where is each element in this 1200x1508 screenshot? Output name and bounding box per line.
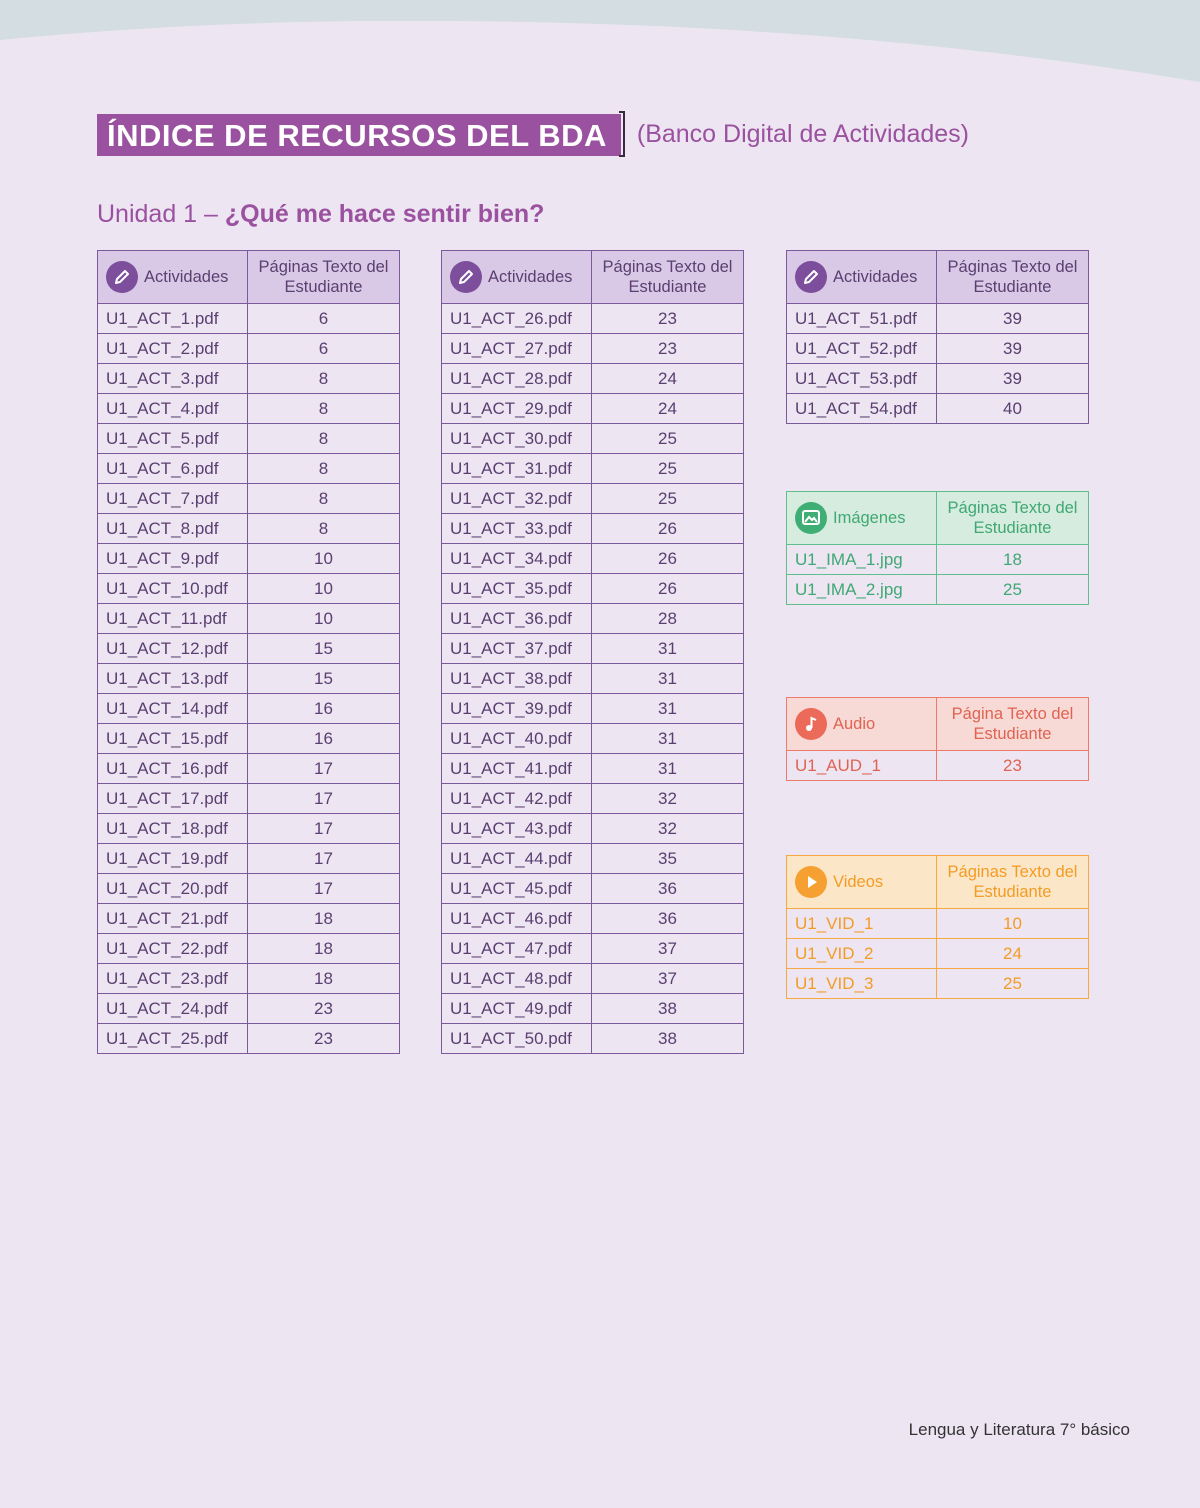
activity-row bbox=[98, 814, 400, 844]
activity-row bbox=[442, 454, 744, 484]
file-name: U1_ACT_22.pdf bbox=[98, 934, 248, 964]
page-number: 24 bbox=[937, 939, 1089, 969]
page-number: 25 bbox=[592, 424, 744, 454]
activity-row bbox=[98, 544, 400, 574]
activity-row bbox=[442, 334, 744, 364]
header-pages: Páginas Texto del Estudiante bbox=[248, 251, 400, 304]
page-number: 8 bbox=[248, 484, 400, 514]
page-number: 38 bbox=[592, 994, 744, 1024]
page-number: 26 bbox=[592, 514, 744, 544]
file-name: U1_ACT_11.pdf bbox=[98, 604, 248, 634]
file-name: U1_ACT_52.pdf bbox=[787, 334, 937, 364]
header-activities bbox=[442, 251, 592, 304]
activities-table-1 bbox=[97, 250, 400, 1054]
page-number: 25 bbox=[592, 484, 744, 514]
pencil-icon bbox=[450, 261, 482, 293]
activity-row bbox=[98, 604, 400, 634]
header-label: Actividades bbox=[833, 268, 918, 286]
file-name: U1_VID_2 bbox=[787, 939, 937, 969]
page-number: 31 bbox=[592, 694, 744, 724]
file-name: U1_AUD_1 bbox=[787, 751, 937, 781]
footer-text: Lengua y Literatura 7° básico bbox=[908, 1420, 1130, 1439]
file-name: U1_ACT_51.pdf bbox=[787, 304, 937, 334]
file-name: U1_IMA_2.jpg bbox=[787, 575, 937, 605]
file-name: U1_ACT_12.pdf bbox=[98, 634, 248, 664]
page-number: 39 bbox=[937, 364, 1089, 394]
page-number: 31 bbox=[592, 634, 744, 664]
file-name: U1_ACT_15.pdf bbox=[98, 724, 248, 754]
file-name: U1_ACT_41.pdf bbox=[442, 754, 592, 784]
pencil-icon bbox=[106, 261, 138, 293]
file-name: U1_ACT_39.pdf bbox=[442, 694, 592, 724]
page-number: 18 bbox=[248, 934, 400, 964]
file-name: U1_ACT_7.pdf bbox=[98, 484, 248, 514]
file-name: U1_ACT_24.pdf bbox=[98, 994, 248, 1024]
activity-row bbox=[442, 874, 744, 904]
file-name: U1_ACT_25.pdf bbox=[98, 1024, 248, 1054]
file-name: U1_ACT_38.pdf bbox=[442, 664, 592, 694]
page-number: 8 bbox=[248, 454, 400, 484]
header-pages: Página Texto del Estudiante bbox=[937, 698, 1089, 751]
header-activities bbox=[98, 251, 248, 304]
activity-row bbox=[98, 934, 400, 964]
header-label: Audio bbox=[833, 715, 876, 733]
header-label: Imágenes bbox=[833, 509, 906, 527]
activity-row bbox=[442, 574, 744, 604]
page-number: 25 bbox=[937, 969, 1089, 999]
page-number: 8 bbox=[248, 364, 400, 394]
activity-row bbox=[98, 454, 400, 484]
file-name: U1_ACT_2.pdf bbox=[98, 334, 248, 364]
activity-row bbox=[98, 904, 400, 934]
page-number: 35 bbox=[592, 844, 744, 874]
file-name: U1_ACT_42.pdf bbox=[442, 784, 592, 814]
activity-row bbox=[98, 574, 400, 604]
file-name: U1_ACT_47.pdf bbox=[442, 934, 592, 964]
page-number: 16 bbox=[248, 694, 400, 724]
header-pages: Páginas Texto del Estudiante bbox=[592, 251, 744, 304]
activity-row bbox=[442, 544, 744, 574]
page-number: 18 bbox=[937, 545, 1089, 575]
activities-table-2 bbox=[441, 250, 744, 1054]
file-name: U1_ACT_21.pdf bbox=[98, 904, 248, 934]
page-number: 16 bbox=[248, 724, 400, 754]
activity-row bbox=[98, 784, 400, 814]
file-name: U1_ACT_34.pdf bbox=[442, 544, 592, 574]
page-number: 31 bbox=[592, 754, 744, 784]
file-name: U1_ACT_33.pdf bbox=[442, 514, 592, 544]
activity-row bbox=[442, 634, 744, 664]
page-title bbox=[97, 114, 969, 156]
title-sub: (Banco Digital de Actividades) bbox=[636, 120, 969, 148]
music-note-icon bbox=[795, 708, 827, 740]
activity-row bbox=[442, 844, 744, 874]
activity-row bbox=[442, 364, 744, 394]
activity-row bbox=[442, 424, 744, 454]
file-name: U1_ACT_14.pdf bbox=[98, 694, 248, 724]
page-number: 18 bbox=[248, 904, 400, 934]
file-name: U1_ACT_18.pdf bbox=[98, 814, 248, 844]
page-number: 23 bbox=[248, 1024, 400, 1054]
video-row bbox=[787, 909, 1089, 939]
page-number: 26 bbox=[592, 544, 744, 574]
file-name: U1_IMA_1.jpg bbox=[787, 545, 937, 575]
page-number: 10 bbox=[248, 604, 400, 634]
pencil-icon bbox=[795, 261, 827, 293]
activity-row bbox=[98, 844, 400, 874]
file-name: U1_ACT_48.pdf bbox=[442, 964, 592, 994]
page-number: 18 bbox=[248, 964, 400, 994]
header-pages: Páginas Texto del Estudiante bbox=[937, 251, 1089, 304]
file-name: U1_ACT_40.pdf bbox=[442, 724, 592, 754]
file-name: U1_ACT_4.pdf bbox=[98, 394, 248, 424]
file-name: U1_ACT_50.pdf bbox=[442, 1024, 592, 1054]
activity-row bbox=[442, 514, 744, 544]
file-name: U1_ACT_31.pdf bbox=[442, 454, 592, 484]
video-row bbox=[787, 939, 1089, 969]
page-number: 24 bbox=[592, 364, 744, 394]
page-number: 17 bbox=[248, 814, 400, 844]
activity-row bbox=[98, 394, 400, 424]
activity-row bbox=[98, 334, 400, 364]
top-wave-decoration bbox=[0, 0, 1200, 90]
page-number: 36 bbox=[592, 874, 744, 904]
activity-row bbox=[442, 994, 744, 1024]
page-number: 10 bbox=[937, 909, 1089, 939]
header-videos bbox=[787, 856, 937, 909]
file-name: U1_ACT_37.pdf bbox=[442, 634, 592, 664]
page-number: 10 bbox=[248, 544, 400, 574]
activity-row bbox=[98, 724, 400, 754]
file-name: U1_ACT_23.pdf bbox=[98, 964, 248, 994]
page-number: 32 bbox=[592, 814, 744, 844]
activity-row bbox=[98, 994, 400, 1024]
activity-row bbox=[442, 604, 744, 634]
file-name: U1_ACT_3.pdf bbox=[98, 364, 248, 394]
page-number: 8 bbox=[248, 394, 400, 424]
activity-row bbox=[442, 694, 744, 724]
page-number: 38 bbox=[592, 1024, 744, 1054]
activity-row bbox=[442, 754, 744, 784]
page-number: 26 bbox=[592, 574, 744, 604]
file-name: U1_VID_3 bbox=[787, 969, 937, 999]
page-number: 23 bbox=[592, 334, 744, 364]
file-name: U1_ACT_27.pdf bbox=[442, 334, 592, 364]
activity-row bbox=[442, 304, 744, 334]
activity-row bbox=[442, 484, 744, 514]
activity-row bbox=[98, 634, 400, 664]
page-number: 31 bbox=[592, 724, 744, 754]
activities-table-3 bbox=[786, 250, 1089, 424]
file-name: U1_ACT_46.pdf bbox=[442, 904, 592, 934]
activity-row bbox=[98, 874, 400, 904]
page-number: 6 bbox=[248, 334, 400, 364]
header-pages: Páginas Texto del Estudiante bbox=[937, 492, 1089, 545]
file-name: U1_ACT_35.pdf bbox=[442, 574, 592, 604]
page-number: 40 bbox=[937, 394, 1089, 424]
activity-row bbox=[98, 754, 400, 784]
activity-row bbox=[442, 934, 744, 964]
page-number: 25 bbox=[937, 575, 1089, 605]
activity-row bbox=[442, 664, 744, 694]
activity-row bbox=[442, 1024, 744, 1054]
activity-row bbox=[98, 514, 400, 544]
page-number: 37 bbox=[592, 934, 744, 964]
page-number: 17 bbox=[248, 754, 400, 784]
file-name: U1_ACT_16.pdf bbox=[98, 754, 248, 784]
activity-row bbox=[442, 964, 744, 994]
page-number: 37 bbox=[592, 964, 744, 994]
file-name: U1_ACT_32.pdf bbox=[442, 484, 592, 514]
file-name: U1_ACT_6.pdf bbox=[98, 454, 248, 484]
unit-heading bbox=[97, 200, 544, 229]
file-name: U1_ACT_1.pdf bbox=[98, 304, 248, 334]
videos-table bbox=[786, 855, 1089, 999]
file-name: U1_ACT_26.pdf bbox=[442, 304, 592, 334]
page-number: 24 bbox=[592, 394, 744, 424]
file-name: U1_ACT_49.pdf bbox=[442, 994, 592, 1024]
file-name: U1_ACT_44.pdf bbox=[442, 844, 592, 874]
page-number: 32 bbox=[592, 784, 744, 814]
file-name: U1_ACT_20.pdf bbox=[98, 874, 248, 904]
file-name: U1_VID_1 bbox=[787, 909, 937, 939]
page-number: 17 bbox=[248, 784, 400, 814]
activity-row bbox=[787, 394, 1089, 424]
image-icon bbox=[795, 502, 827, 534]
file-name: U1_ACT_17.pdf bbox=[98, 784, 248, 814]
header-label: Actividades bbox=[488, 268, 573, 286]
activity-row bbox=[98, 484, 400, 514]
page-number: 23 bbox=[248, 994, 400, 1024]
page-number: 31 bbox=[592, 664, 744, 694]
activity-row bbox=[98, 964, 400, 994]
file-name: U1_ACT_29.pdf bbox=[442, 394, 592, 424]
audio-table bbox=[786, 697, 1089, 781]
video-row bbox=[787, 969, 1089, 999]
activity-row bbox=[442, 904, 744, 934]
activity-row bbox=[98, 424, 400, 454]
image-row bbox=[787, 545, 1089, 575]
page-number: 23 bbox=[937, 751, 1089, 781]
file-name: U1_ACT_45.pdf bbox=[442, 874, 592, 904]
file-name: U1_ACT_30.pdf bbox=[442, 424, 592, 454]
page-number: 8 bbox=[248, 514, 400, 544]
file-name: U1_ACT_8.pdf bbox=[98, 514, 248, 544]
page-number: 8 bbox=[248, 424, 400, 454]
page-number: 6 bbox=[248, 304, 400, 334]
page-number: 23 bbox=[592, 304, 744, 334]
page-number: 39 bbox=[937, 334, 1089, 364]
file-name: U1_ACT_5.pdf bbox=[98, 424, 248, 454]
activity-row bbox=[787, 334, 1089, 364]
activity-row bbox=[442, 724, 744, 754]
activity-row bbox=[787, 364, 1089, 394]
file-name: U1_ACT_19.pdf bbox=[98, 844, 248, 874]
file-name: U1_ACT_28.pdf bbox=[442, 364, 592, 394]
header-audio bbox=[787, 698, 937, 751]
activity-row bbox=[787, 304, 1089, 334]
file-name: U1_ACT_13.pdf bbox=[98, 664, 248, 694]
activity-row bbox=[442, 814, 744, 844]
file-name: U1_ACT_10.pdf bbox=[98, 574, 248, 604]
header-pages: Páginas Texto del Estudiante bbox=[937, 856, 1089, 909]
play-icon bbox=[795, 866, 827, 898]
activity-row bbox=[98, 664, 400, 694]
activity-row bbox=[442, 394, 744, 424]
page-number: 17 bbox=[248, 874, 400, 904]
activity-row bbox=[98, 1024, 400, 1054]
activity-row bbox=[98, 364, 400, 394]
header-activities bbox=[787, 251, 937, 304]
page-number: 28 bbox=[592, 604, 744, 634]
page-number: 36 bbox=[592, 904, 744, 934]
file-name: U1_ACT_43.pdf bbox=[442, 814, 592, 844]
page-number: 15 bbox=[248, 664, 400, 694]
image-row bbox=[787, 575, 1089, 605]
header-label: Videos bbox=[833, 873, 884, 891]
header-images bbox=[787, 492, 937, 545]
page-number: 25 bbox=[592, 454, 744, 484]
page-number: 17 bbox=[248, 844, 400, 874]
file-name: U1_ACT_9.pdf bbox=[98, 544, 248, 574]
file-name: U1_ACT_53.pdf bbox=[787, 364, 937, 394]
audio-row bbox=[787, 751, 1089, 781]
unit-prefix: Unidad 1 – bbox=[97, 200, 225, 228]
file-name: U1_ACT_54.pdf bbox=[787, 394, 937, 424]
page-number: 15 bbox=[248, 634, 400, 664]
title-main: ÍNDICE DE RECURSOS DEL BDA bbox=[97, 114, 621, 156]
file-name: U1_ACT_36.pdf bbox=[442, 604, 592, 634]
activity-row bbox=[98, 694, 400, 724]
images-table bbox=[786, 491, 1089, 605]
header-label: Actividades bbox=[144, 268, 229, 286]
activity-row bbox=[442, 784, 744, 814]
unit-name: ¿Qué me hace sentir bien? bbox=[224, 200, 545, 228]
activity-row bbox=[98, 304, 400, 334]
page-number: 10 bbox=[248, 574, 400, 604]
page-number: 39 bbox=[937, 304, 1089, 334]
